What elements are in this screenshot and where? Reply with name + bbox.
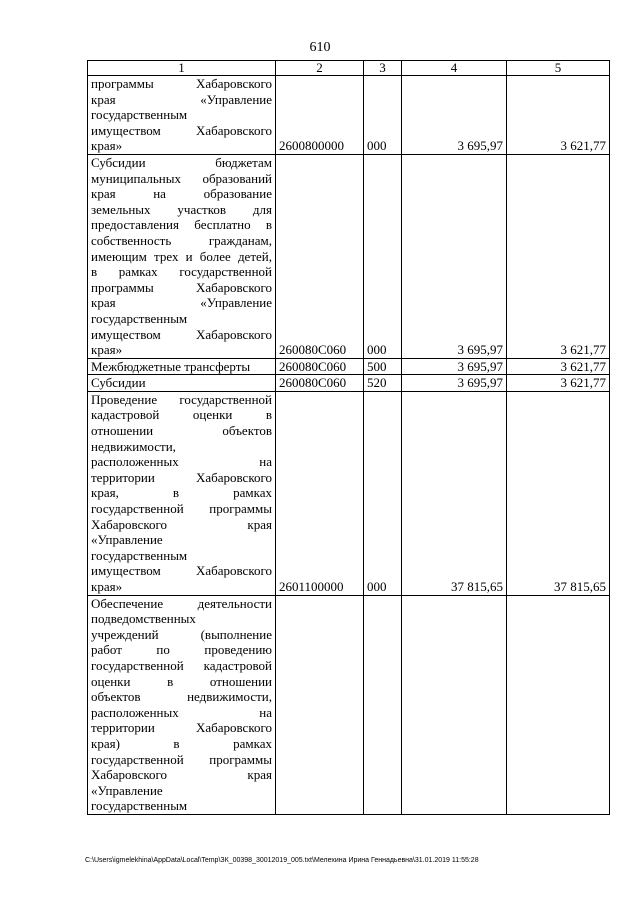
row-value-1-cell: 3 695,97 bbox=[402, 358, 507, 375]
table-row bbox=[88, 154, 610, 358]
row-name-line: кадастровой оценки в bbox=[91, 407, 272, 423]
row-name-line: муниципальных образований bbox=[91, 170, 272, 186]
row-name-line: оценки в отношении bbox=[91, 673, 272, 689]
table-row bbox=[88, 358, 610, 375]
row-name-line: государственным bbox=[91, 547, 188, 563]
row-name-line: края «Управление bbox=[91, 295, 272, 311]
row-name-line: предоставления бесплатно в bbox=[91, 217, 272, 233]
row-name-line: земельных участков для bbox=[91, 201, 272, 217]
row-name-line: Проведение государственной bbox=[91, 391, 272, 407]
row-name-line: учреждений (выполнение bbox=[91, 626, 272, 642]
row-name-line: территории Хабаровского bbox=[91, 469, 272, 485]
row-type-cell: 000 bbox=[364, 76, 402, 155]
row-type-cell bbox=[364, 595, 402, 814]
row-type-cell: 520 bbox=[364, 375, 402, 392]
row-code-cell bbox=[276, 595, 364, 814]
row-type-cell: 000 bbox=[364, 154, 402, 358]
row-name-line: «Управление bbox=[91, 782, 163, 798]
row-value-1-cell: 3 695,97 bbox=[402, 375, 507, 392]
column-header-2: 2 bbox=[276, 61, 364, 76]
table-row bbox=[88, 595, 610, 814]
row-name-line: Хабаровского края bbox=[91, 516, 272, 532]
row-name-line: имеющим трех и более детей, bbox=[91, 248, 272, 264]
row-name-line: края» bbox=[91, 138, 123, 154]
row-name-line: расположенных на bbox=[91, 454, 272, 470]
row-name-cell bbox=[88, 595, 276, 814]
row-name-cell bbox=[88, 154, 276, 358]
row-code-cell: 2601100000 bbox=[276, 391, 364, 595]
row-name-line: расположенных на bbox=[91, 704, 272, 720]
row-value-2-cell: 3 621,77 bbox=[507, 375, 610, 392]
page-number: 610 bbox=[309, 40, 331, 55]
row-name-line: государственным bbox=[91, 310, 188, 326]
row-name-line: Межбюджетные трансферты bbox=[91, 358, 251, 374]
row-name-line: имуществом Хабаровского bbox=[91, 563, 272, 579]
row-name-line: Обеспечение деятельности bbox=[91, 595, 272, 611]
row-name-line: подведомственных bbox=[91, 611, 196, 627]
row-name-cell bbox=[88, 76, 276, 155]
row-name-line: государственным bbox=[91, 107, 188, 123]
table-header-row bbox=[88, 61, 610, 76]
row-name-line: Субсидии бюджетам bbox=[91, 154, 272, 170]
row-name-line: края) в рамках bbox=[91, 735, 272, 751]
row-name-line: территории Хабаровского bbox=[91, 720, 272, 736]
column-header-1: 1 bbox=[88, 61, 276, 76]
row-type-cell: 500 bbox=[364, 358, 402, 375]
file-path-footer: C:\Users\igmelekhina\AppData\Local\Temp\ЗК_00398_30012019_005.txt\Мелехина Ирина Геннадьевна\31.01.2019 11:55:28 bbox=[85, 857, 479, 864]
table-row bbox=[88, 76, 610, 155]
row-value-1-cell: 3 695,97 bbox=[402, 154, 507, 358]
row-name-cell bbox=[88, 375, 276, 392]
row-code-cell: 260080С060 bbox=[276, 358, 364, 375]
row-name-line: программы Хабаровского bbox=[91, 76, 272, 91]
row-name-line: программы Хабаровского bbox=[91, 279, 272, 295]
row-name-line: в рамках государственной bbox=[91, 264, 272, 280]
row-name-line: государственным bbox=[91, 798, 188, 814]
row-value-1-cell: 3 695,97 bbox=[402, 76, 507, 155]
row-value-1-cell: 37 815,65 bbox=[402, 391, 507, 595]
row-code-cell: 260080С060 bbox=[276, 154, 364, 358]
row-name-line: объектов недвижимости, bbox=[91, 689, 272, 705]
row-name-cell bbox=[88, 358, 276, 375]
column-header-3: 3 bbox=[364, 61, 402, 76]
row-name-line: края, в рамках bbox=[91, 485, 272, 501]
row-value-2-cell: 3 621,77 bbox=[507, 154, 610, 358]
row-value-2-cell: 37 815,65 bbox=[507, 391, 610, 595]
row-name-line: отношении объектов bbox=[91, 423, 272, 439]
row-code-cell: 2600800000 bbox=[276, 76, 364, 155]
row-name-line: Хабаровского края bbox=[91, 767, 272, 783]
row-name-line: края» bbox=[91, 579, 123, 594]
row-name-line: государственной программы bbox=[91, 501, 272, 517]
column-header-4: 4 bbox=[402, 61, 507, 76]
row-name-line: края «Управление bbox=[91, 91, 272, 107]
row-type-cell: 000 bbox=[364, 391, 402, 595]
budget-table bbox=[87, 60, 610, 815]
row-value-2-cell bbox=[507, 595, 610, 814]
row-name-line: Субсидии bbox=[91, 375, 146, 391]
table-row bbox=[88, 391, 610, 595]
row-value-2-cell: 3 621,77 bbox=[507, 358, 610, 375]
row-name-line: имуществом Хабаровского bbox=[91, 122, 272, 138]
column-header-5: 5 bbox=[507, 61, 610, 76]
row-name-line: работ по проведению bbox=[91, 642, 272, 658]
table-row bbox=[88, 375, 610, 392]
row-name-line: края на образование bbox=[91, 186, 272, 202]
row-name-line: имуществом Хабаровского bbox=[91, 326, 272, 342]
row-name-line: «Управление bbox=[91, 532, 163, 548]
row-name-line: недвижимости, bbox=[91, 438, 176, 454]
row-name-line: края» bbox=[91, 342, 123, 358]
row-name-line: собственность гражданам, bbox=[91, 232, 272, 248]
row-name-cell bbox=[88, 391, 276, 595]
row-code-cell: 260080С060 bbox=[276, 375, 364, 392]
row-value-1-cell bbox=[402, 595, 507, 814]
row-name-line: государственной программы bbox=[91, 751, 272, 767]
row-value-2-cell: 3 621,77 bbox=[507, 76, 610, 155]
row-name-line: государственной кадастровой bbox=[91, 657, 272, 673]
